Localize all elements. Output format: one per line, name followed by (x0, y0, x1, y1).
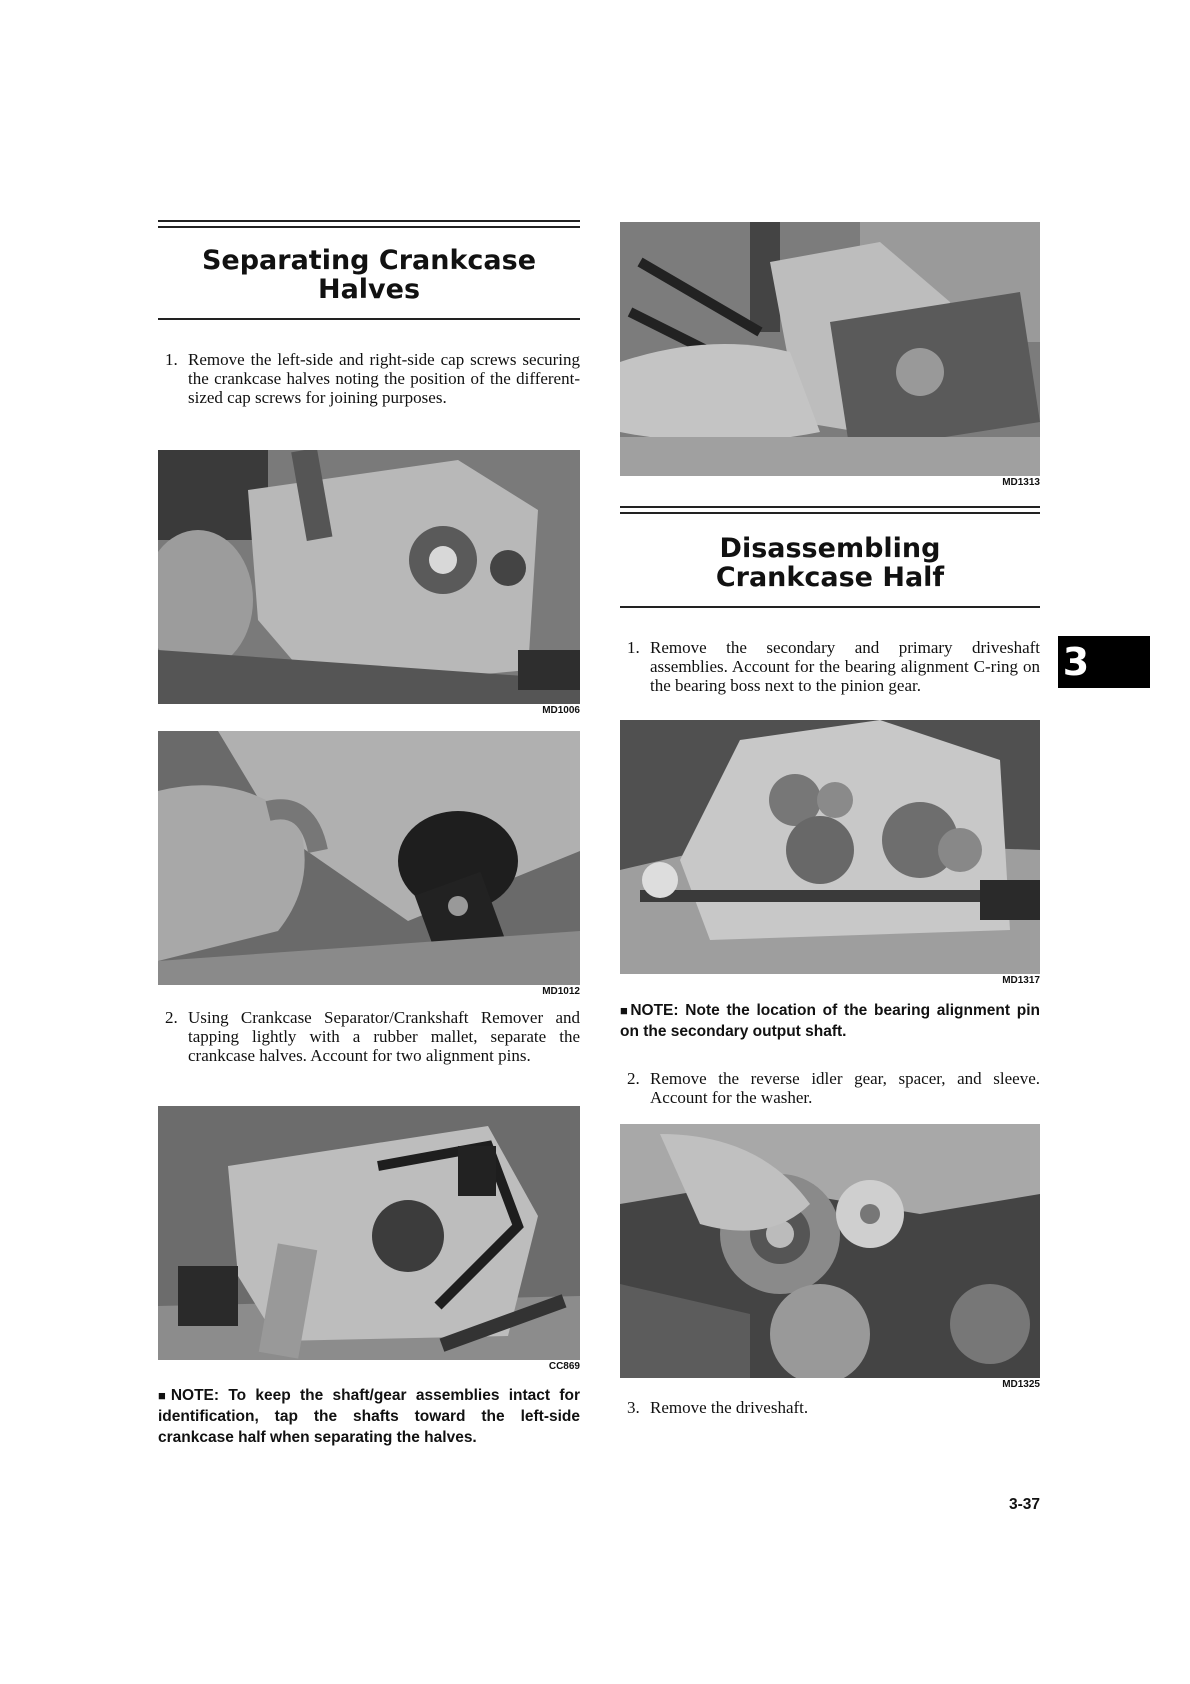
photo-cc869 (158, 1106, 580, 1360)
right-note (620, 1000, 1040, 1042)
page-number: 3-37 (1008, 1496, 1040, 1513)
note-bullet: ■ (620, 1003, 631, 1018)
note-text: NOTE: Note the location of the bearing alignment pin on the secondary output shaft. (620, 1002, 1040, 1040)
step-text: Remove the driveshaft. (650, 1398, 809, 1417)
step-number: 3. (627, 1398, 640, 1417)
step-number: 2. (165, 1008, 178, 1027)
heading-rule-bottom (158, 318, 580, 320)
step-number: 1. (627, 638, 640, 657)
photo-code-md1006: MD1006 (542, 705, 580, 716)
chapter-tab (1058, 636, 1150, 688)
right-step-3 (620, 1398, 1040, 1417)
heading-line-2: Halves (317, 274, 421, 305)
heading-line-1: Disassembling (719, 533, 941, 564)
left-note (158, 1385, 580, 1448)
step-text: Using Crankcase Separator/Crankshaft Remover and tapping lightly with a rubber mallet, separate the crankcase halves. Account for two alignment pins. (188, 1008, 580, 1065)
left-step-1 (158, 350, 580, 407)
note-bullet: ■ (158, 1388, 171, 1403)
photo-md1325 (620, 1124, 1040, 1378)
photo-code-md1317: MD1317 (1002, 975, 1040, 986)
note-text: NOTE: To keep the shaft/gear assemblies intact for identification, tap the shafts toward the left-side crankcase half when separating the halves. (158, 1387, 580, 1446)
right-step-1 (620, 638, 1040, 695)
photo-md1317 (620, 720, 1040, 974)
step-text: Remove the left-side and right-side cap screws securing the crankcase halves noting the position of the different-sized cap screws for joining purposes. (188, 350, 580, 407)
step-text: Remove the secondary and primary driveshaft assemblies. Account for the bearing alignment C-ring on the bearing boss next to the pinion gear. (650, 638, 1040, 695)
photo-code-md1325: MD1325 (1002, 1379, 1040, 1390)
section-heading-separating (158, 246, 580, 304)
chapter-tab-label: 3 (1062, 640, 1090, 684)
photo-code-cc869: CC869 (548, 1361, 580, 1372)
heading-rule-bottom (620, 606, 1040, 608)
right-step-2 (620, 1069, 1040, 1107)
heading-line-1: Separating Crankcase (201, 245, 537, 276)
photo-code-md1012: MD1012 (542, 986, 580, 997)
heading-rule-top (158, 220, 580, 228)
step-text: Remove the reverse idler gear, spacer, and sleeve. Account for the washer. (650, 1069, 1040, 1107)
step-number: 1. (165, 350, 178, 369)
photo-code-md1313: MD1313 (1002, 477, 1040, 488)
step-number: 2. (627, 1069, 640, 1088)
left-step-2 (158, 1008, 580, 1065)
heading-rule-top (620, 506, 1040, 514)
photo-md1313 (620, 222, 1040, 476)
photo-md1006 (158, 450, 580, 704)
section-heading-disassembling (620, 534, 1040, 592)
photo-md1012 (158, 731, 580, 985)
heading-line-2: Crankcase Half (715, 562, 945, 593)
